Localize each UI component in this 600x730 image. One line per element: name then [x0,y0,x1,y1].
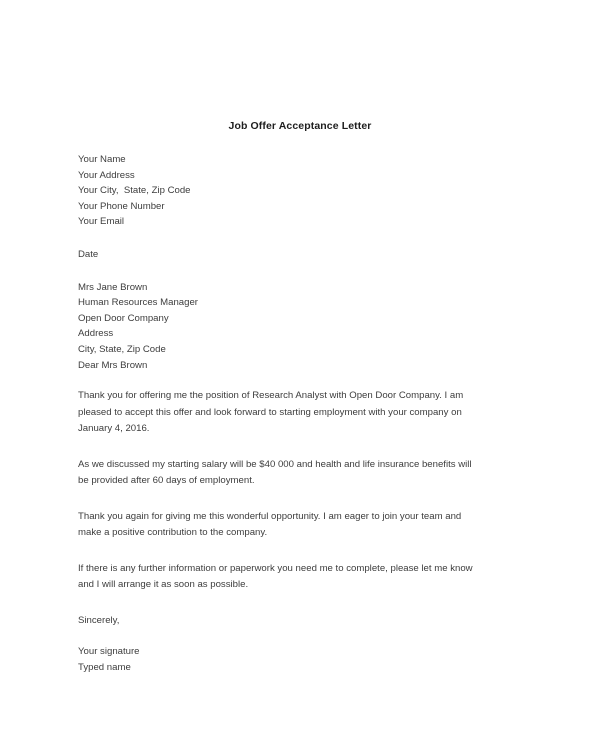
recipient-city-state-zip: City, State, Zip Code [78,343,166,355]
body-paragraph: As we discussed my starting salary will be $40 000 and health and life insurance benefits will be provided after 60 days of employment. [78,458,472,487]
sender-address: Your Address [78,169,135,181]
signature-placeholder: Your signature [78,646,140,658]
closing-line: Sincerely, [78,614,120,626]
spacer-before-body [78,373,478,388]
body-paragraph: Thank you again for giving me this wonderful opportunity. I am eager to join your team and make a positive contribution to the company. [78,510,462,539]
letter-body [78,152,478,675]
spacer-before-signature [78,628,478,644]
sender-phone: Your Phone Number [78,200,165,212]
recipient-name: Mrs Jane Brown [78,281,148,293]
sender-city-state-zip: Your City, State, Zip Code [78,185,191,197]
typed-name-placeholder: Typed name [78,661,131,673]
page-title: Job Offer Acceptance Letter [228,120,372,132]
recipient-company: Open Door Company [78,312,169,324]
sender-address-block [78,152,478,230]
sender-email: Your Email [78,216,125,228]
body-paragraph: If there is any further information or paperwork you need me to complete, please let me know and I will arrange it as soon as possible. [78,562,473,591]
recipient-address: Address [78,328,114,340]
recipient-job-title: Human Resources Manager [78,297,198,309]
date-line: Date [78,248,99,260]
sender-name: Your Name [78,154,126,165]
salutation: Dear Mrs Brown [78,359,148,371]
spacer-before-recipient [78,263,478,280]
spacer-before-date [78,230,478,247]
recipient-address-block [78,280,478,374]
body-paragraph: Thank you for offering me the position of Research Analyst with Open Door Company. I am pleased to accept this offer and look forward to starting employment with your company on January 4, 2016. [78,390,464,435]
